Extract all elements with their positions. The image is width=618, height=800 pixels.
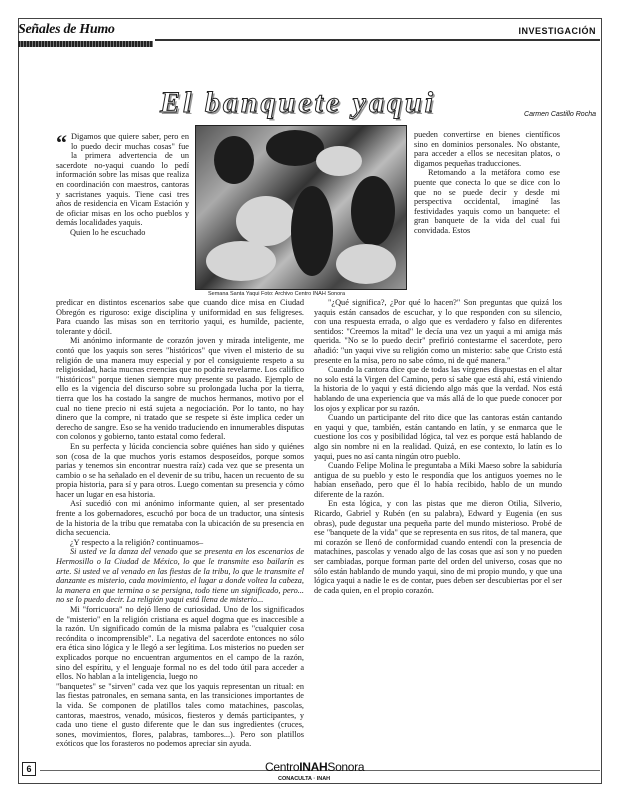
article-title: El banquete yaqui — [159, 86, 436, 119]
photo-caption: Semana Santa Yaqui Foto: Archivo Centro INAH Sonora — [208, 291, 346, 297]
brand-logo: Señales de Humo — [18, 22, 115, 37]
page-number: 6 — [22, 762, 36, 776]
footer-subtitle: CONACULTA · INAH — [278, 776, 331, 782]
body-paragraph: Cuando la cantora dice que de todas las vírgenes dispuestas en el altar no solo está la Virgen del Camino, pero sí sabe que está ahí, está viniendo la historia de lo yaqui y está diciendo algo más que la verdad. Nos está hablando de una experiencia que va más allá de lo que puede conocer por los ojos y explicar por su razón. — [314, 365, 562, 413]
article-photo — [195, 125, 407, 290]
footer-logo-main: Centro — [265, 760, 300, 774]
body-paragraph: Mi "forricuora" no dejó lleno de curiosidad. Uno de los significados de "misterio" en la religión cristiana es aquel dogma que es inaccesible a la razón. Un significado común de la misma palabra es "cualquier cosa recóndita o incomprensible". La negativa del sacerdote entonces no sólo era ética sino lógica y le llegó a ser legítima. Los misterios no pueden ser explicados porque no encuentran argumentos en el campo de la razón, sino del espíritu, y el lenguaje formal no es del todo útil para acceder a ellos. No hablan a la inteligencia, luego no — [56, 605, 304, 682]
right-paragraph: Retomando a la metáfora como ese puente que conecta lo que se dice con lo que no se puede decir y desde mi perspectiva occidental, imaginé las festividades yaquis como un banquete: el gran banquete de la vida del cual fui convidada. Estos — [414, 168, 560, 235]
body-paragraph: Mi anónimo informante de corazón joven y mirada inteligente, me contó que los yaquis son seres "históricos" que viven el misterio de su religión de una manera muy especial y por el consiguiente respeto a su religiosidad, hacia mucnas creencias que no podría revelarme. Los califico "históricos" porque tienen siempre muy presente su pasado. Ejemplo de ello es la vigencia del discurso sobre su prolongada lucha por la tierra, tierra que los ha costado la sangre de muchos hermanos, motivo por el cual no tiene precio ni está sujeta a negociación. Por lo tanto, no hay dinero que la compre, ni tratado que se respete si éste implica ceder un derecho de sangre. Eso se ha venido traduciendo en innumerables disputas con colonos y gobierno, tanto estatal como federal. — [56, 336, 304, 442]
brand-bar — [18, 41, 153, 47]
body-paragraph: En su perfecta y lúcida conciencia sobre quiénes han sido y quiénes son (cosa de la que muchos yoris estamos desposeídos, porque somos parias y tenemos sin encontrar nuestra raíz) cada vez que se presenta un cambio o se ha señalado en el devenir de su tribu, hacen un recuento de su propia historia, para sí y para otros. Luego comentan su presencia y cómo hacer un lugar en esa historia. — [56, 441, 304, 499]
left-paragraph: Quien lo he escuchado — [70, 227, 146, 237]
body-paragraph: ¿Y respecto a la religión? continuamos– — [70, 537, 204, 547]
left-paragraph: Digamos que quiere saber, pero en lo puedo decir muchas cosas" fue la primera advertencia de un sacerdote no-yaqui cuando lo pedí información sobre las misas que realiza en coordinación con maestros, cantoras y sacristanes yaquis. Tiene casi tres años de residencia en Vicam Estación y de oficiar misas en los ocho pueblos y demás localidades yaquis. — [56, 132, 189, 228]
body-paragraph: Cuando Felipe Molina le preguntaba a Miki Maeso sobre la sabiduría antigua de su pueblo y esto le respondía que los antiguos yoemes no le habían enseñado, pero que él lo había recibido, hablo de un mundo diferente de la razón. — [314, 461, 562, 499]
body-paragraph: Si usted ve la danza del venado que se presenta en los escenarios de Hermosillo o la Ciudad de México, lo que le transmite eso bailarín es arte. Si usted ve al venado en las fiestas de la tribu, lo que le transmite el danzante es misterio, cada movimiento, el lugar a donde voltea la cabeza, la manera en que termina o se persigna, todo tiene un significado, pero... no se lo puedo decir. La religión yaqui está llena de misterio... — [56, 547, 304, 605]
footer-logo-tail: Sonora — [327, 760, 365, 774]
right-paragraph: pueden convertirse en bienes científicos sino en dominios personales. No obstante, para acceder a ellos se necesitan platos, o digamos pequeñas traducciones. — [414, 130, 560, 168]
left-column — [56, 132, 189, 238]
header-rule — [155, 39, 600, 41]
body-paragraph: predicar en distintos escenarios sabe que cuando dice misa en Ciudad Obregón es riguroso: exige disciplina y uniformidad en sus feligreses. Para cuando las misas son en territorio yaqui, es humilde, paciente, tolerante y dócil. — [56, 298, 304, 336]
author-byline: Carmen Castillo Rocha — [524, 111, 596, 118]
body-paragraph: Cuando un participante del rito dice que las cantoras están cantando en yaqui y que, también, están cantando en latín, y se enmarca que le cuestione los cos y posibilidad lógica, tal vez es porque está hablando de algo sin nombre ni en la realidad. Quizá, en ese contexto, lo latín es lo yaqui, pues no así canta ningún otro pueblo. — [314, 413, 562, 461]
body-paragraph: Así sucedió con mi anónimo informante quien, al ser presentado frente a los gobernadores, escuchó por boca de un traductor, una síntesis de la historia de la tribu que remataba con la ubicación de su presencia en dicha secuencia. — [56, 499, 304, 538]
body-paragraph: "¿Qué significa?, ¿Por qué lo hacen?" Son preguntas que quizá los yaquis están cansados de escuchar, y lo que responden con su silencio, con una respuesta errada, o algo que es verdadero y falso en diferentes sentidos: "Creemos la mitad" le decía una vez un yaqui a mi amiga más querida. "No se lo puedo decir" prefirió contestarme el sacerdote, pero añadió: "un yaqui vive su religión como un misterio: sabe que Cristo está presente en la misa, pero no sabe cómo, ni de qué manera." — [314, 298, 562, 365]
body-text — [56, 298, 562, 754]
footer-logo — [265, 760, 364, 774]
quote-mark: “ — [56, 130, 67, 155]
right-column — [414, 130, 560, 236]
section-label: INVESTIGACIÓN — [518, 26, 596, 36]
footer-logo-bold: INAH — [299, 760, 328, 774]
body-paragraph: "banquetes" se "sirven" cada vez que los yaquis representan un ritual: en las fiestas patronales, en semana santa, en las transiciones importantes de la vida. Se componen de platillos tales como matachines, pascolas, cantoras, maestros, venado, músicos, fiesteros y demás participantes, y cada uno tiene el gusto diferente que le dan sus ingredientes (cruces, sones, movimientos, flores, palabras, tambores...). Pero son platillos exóticos que los forasteros no podemos apreciar sin ayuda. — [56, 681, 304, 749]
body-paragraph: En esta lógica, y con las pistas que me dieron Otilia, Silverio, Ricardo, Gabriel y Rubén (en su palabra), Edward y Eugenia (en sus obras), pude degustar una pequeña parte del mundo misterioso. Probé de ese "banquete de la vida" que se representa en sus ritos, de tal manera, que mi corazón se llenó de conformidad cuando entendí con la presencia de matachines, pascolas y venado algo de las cosas que así son y no pueden ser cambiadas, porque forman parte del orden del universo, cosas que no sólo están hablando de mundo yaqui, sino de mi propio mundo, y que una lógica yaqui a nadie le es de contar, pues deben ser descubiertas por el ser de cada quien, en el propio corazón. — [314, 499, 562, 595]
brand-masthead — [18, 22, 153, 48]
